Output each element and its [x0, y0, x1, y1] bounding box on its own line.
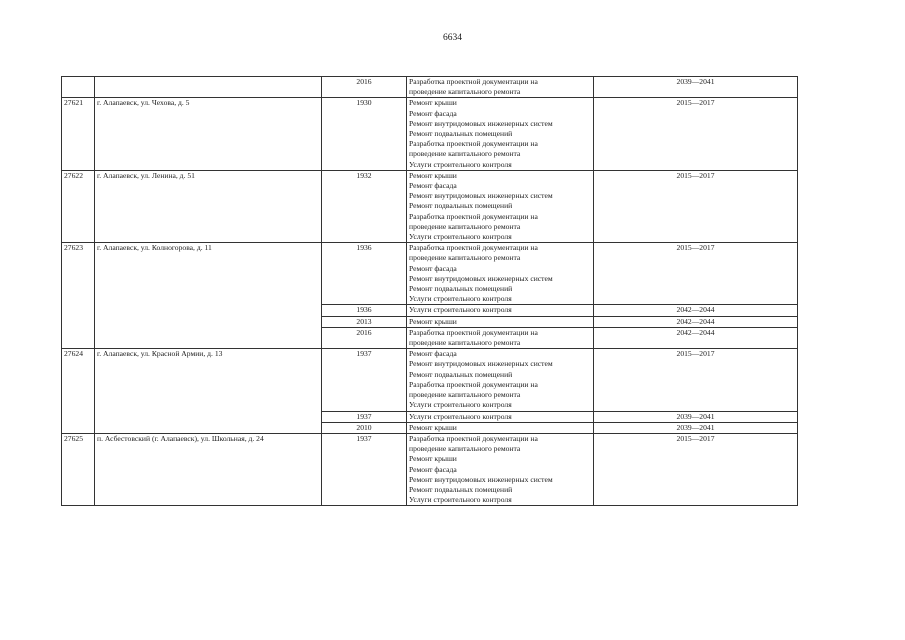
capital-repair-table: [61, 76, 798, 506]
year-cell: 1937: [322, 433, 407, 505]
work-item: Услуги строительного контроля: [409, 159, 512, 169]
works-cell: [407, 411, 594, 422]
year-cell: 1932: [322, 170, 407, 242]
work-item: Услуги строительного контроля: [409, 232, 512, 242]
address-cell: г. Алапаевск, ул. Ленина, д. 51: [95, 170, 322, 242]
works-cell: [407, 243, 594, 305]
year-cell: 1937: [322, 411, 407, 422]
period-cell: 2015—2017: [594, 98, 798, 170]
house-number-cell: 27625: [62, 433, 95, 505]
period-cell: 2042—2044: [594, 327, 798, 348]
work-item: проведение капитального ремонта: [409, 253, 521, 263]
period-cell: 2039—2041: [594, 422, 798, 433]
address-cell: г. Алапаевск, ул. Колногорова, д. 11: [95, 243, 322, 349]
table-row: [62, 170, 798, 242]
works-cell: [407, 98, 594, 170]
work-item: Ремонт подвальных помещений: [409, 201, 513, 211]
period-cell: 2039—2041: [594, 411, 798, 422]
work-item: Ремонт внутридомовых инженерных систем: [409, 273, 553, 283]
year-cell: 1936: [322, 243, 407, 305]
address-cell: [95, 77, 322, 98]
work-item: Услуги строительного контроля: [409, 495, 512, 505]
address-cell: п. Асбестовский (г. Алапаевск), ул. Школьная, д. 24: [95, 433, 322, 505]
work-item: Разработка проектной документации на: [409, 243, 538, 253]
work-item: проведение капитального ремонта: [409, 444, 521, 454]
address-cell: г. Алапаевск, ул. Чехова, д. 5: [95, 98, 322, 170]
house-number-cell: 27623: [62, 243, 95, 349]
work-item: проведение капитального ремонта: [409, 390, 521, 400]
work-item: Ремонт крыши: [409, 98, 457, 108]
house-number-cell: 27621: [62, 98, 95, 170]
work-item: Разработка проектной документации на: [409, 77, 538, 86]
year-cell: 2016: [322, 327, 407, 348]
work-item: Ремонт крыши: [409, 422, 457, 432]
year-cell: 2016: [322, 77, 407, 98]
work-item: Ремонт внутридомовых инженерных систем: [409, 359, 553, 369]
year-cell: 1930: [322, 98, 407, 170]
work-item: Разработка проектной документации на: [409, 327, 538, 337]
works-cell: [407, 305, 594, 316]
work-item: проведение капитального ремонта: [409, 338, 521, 348]
work-item: Ремонт внутридомовых инженерных систем: [409, 118, 553, 128]
works-cell: [407, 422, 594, 433]
work-item: Ремонт подвальных помещений: [409, 129, 513, 139]
work-item: Услуги строительного контроля: [409, 400, 512, 410]
works-cell: [407, 433, 594, 505]
work-item: Услуги строительного контроля: [409, 305, 512, 315]
address-cell: г. Алапаевск, ул. Красной Армии, д. 13: [95, 349, 322, 434]
work-item: Ремонт подвальных помещений: [409, 369, 513, 379]
house-number-cell: 27624: [62, 349, 95, 434]
table-row: [62, 433, 798, 505]
period-cell: 2042—2044: [594, 316, 798, 327]
work-item: Ремонт подвальных помещений: [409, 484, 513, 494]
work-item: проведение капитального ремонта: [409, 87, 521, 97]
period-cell: 2042—2044: [594, 305, 798, 316]
work-item: Ремонт крыши: [409, 316, 457, 326]
house-number-cell: 27622: [62, 170, 95, 242]
work-item: Разработка проектной документации на: [409, 139, 538, 149]
work-item: Ремонт фасада: [409, 349, 457, 359]
work-item: Услуги строительного контроля: [409, 411, 512, 421]
work-item: Разработка проектной документации на: [409, 211, 538, 221]
work-item: Ремонт крыши: [409, 170, 457, 180]
works-cell: [407, 170, 594, 242]
work-item: Ремонт фасада: [409, 263, 457, 273]
works-cell: [407, 316, 594, 327]
table-row: [62, 243, 798, 305]
year-cell: 1936: [322, 305, 407, 316]
work-item: проведение капитального ремонта: [409, 149, 521, 159]
house-number-cell: [62, 77, 95, 98]
table-row: [62, 349, 798, 411]
work-item: Ремонт подвальных помещений: [409, 284, 513, 294]
work-item: Ремонт фасада: [409, 464, 457, 474]
work-item: Услуги строительного контроля: [409, 294, 512, 304]
works-cell: [407, 77, 594, 98]
period-cell: 2015—2017: [594, 170, 798, 242]
period-cell: 2015—2017: [594, 243, 798, 305]
work-item: Разработка проектной документации на: [409, 379, 538, 389]
year-cell: 2010: [322, 422, 407, 433]
work-item: Ремонт внутридомовых инженерных систем: [409, 474, 553, 484]
works-cell: [407, 327, 594, 348]
work-item: проведение капитального ремонта: [409, 221, 521, 231]
work-item: Ремонт фасада: [409, 108, 457, 118]
table-row: [62, 98, 798, 170]
year-cell: 2013: [322, 316, 407, 327]
period-cell: 2015—2017: [594, 433, 798, 505]
work-item: Разработка проектной документации на: [409, 433, 538, 443]
work-item: Ремонт внутридомовых инженерных систем: [409, 191, 553, 201]
year-cell: 1937: [322, 349, 407, 411]
period-cell: 2015—2017: [594, 349, 798, 411]
period-cell: 2039—2041: [594, 77, 798, 98]
work-item: Ремонт фасада: [409, 181, 457, 191]
works-cell: [407, 349, 594, 411]
work-item: Ремонт крыши: [409, 454, 457, 464]
table-row: [62, 77, 798, 98]
page-number: 6634: [443, 33, 462, 43]
